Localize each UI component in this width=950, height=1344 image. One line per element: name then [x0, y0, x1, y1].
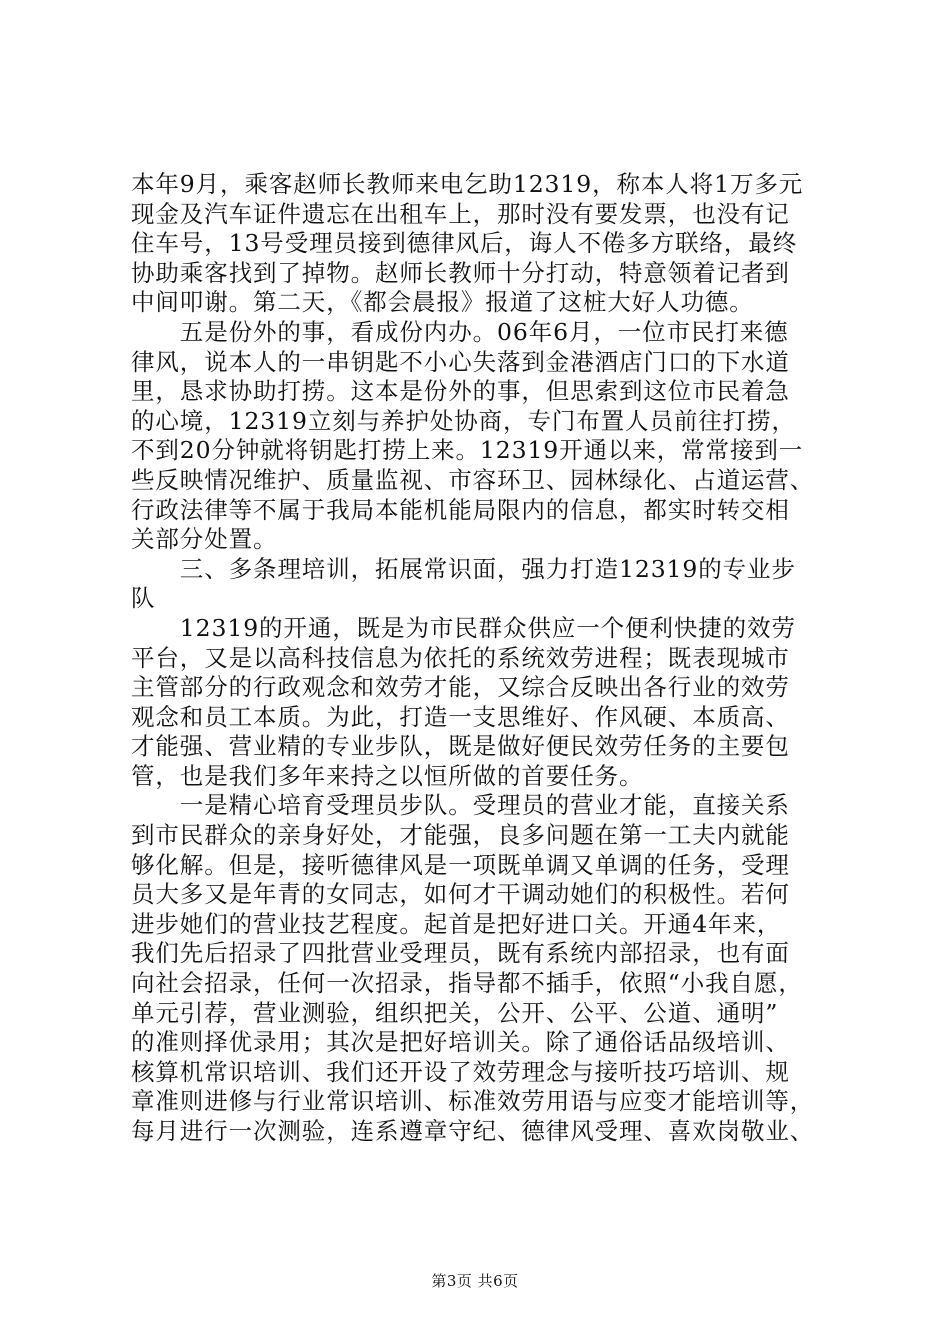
text-line: 现金及汽车证件遗忘在出租车上，那时没有要发票，也没有记	[131, 199, 790, 228]
document-body	[131, 170, 851, 1147]
text-line: 的准则择优录用；其次是把好培训关。除了通俗话品级培训、	[131, 1028, 790, 1057]
text-line: 观念和员工本质。为此，打造一支思维好、作风硬、本质高、	[131, 702, 790, 731]
text-line: 中间叩谢。第二天，《都会晨报》报道了这桩大好人功德。	[131, 288, 754, 317]
text-line: 不到20分钟就将钥匙打捞上来。12319开通以来，常常接到一	[131, 436, 804, 465]
text-line: 些反映情况维护、质量监视、市容环卫、园林绿化、占道运营、	[131, 465, 815, 494]
text-line: 单元引荐，营业测验，组织把关，公开、公平、公道、通明”	[131, 998, 779, 1027]
text-line: 平台，又是以高科技信息为依托的系统效劳进程；既表现城市	[131, 643, 790, 672]
text-line: 进步她们的营业技艺程度。起首是把好进口关。开通4年来，	[131, 909, 782, 938]
text-line: 协助乘客找到了掉物。赵师长教师十分打动，特意领着记者到	[131, 258, 790, 287]
section-heading-line: 三、多条理培训，拓展常识面，强力打造12319的专业步	[131, 554, 796, 583]
text-line: 员大多又是年青的女同志，如何才干调动她们的积极性。若何	[131, 880, 790, 909]
text-line: 够化解。但是，接听德律风是一项既单调又单调的任务，受理	[131, 850, 790, 879]
text-line: 管，也是我们多年来持之以恒所做的首要任务。	[131, 761, 644, 790]
text-line: 关部分处置。	[131, 525, 278, 554]
text-line: 行政法律等不属于我局本能机能局限内的信息，都实时转交相	[131, 495, 790, 524]
text-line: 住车号，13号受理员接到德律风后，诲人不倦多方联络，最终	[131, 229, 798, 258]
text-line: 12319的开通，既是为市民群众供应一个便利快捷的效劳	[131, 613, 796, 642]
page-number-footer: 第3页 共6页	[431, 1272, 519, 1290]
text-line: 一是精心培育受理员步队。受理员的营业才能，直接关系	[131, 791, 790, 820]
text-line: 律风，说本人的一串钥匙不小心失落到金港酒店门口的下水道	[131, 347, 790, 376]
text-line: 到市民群众的亲身好处，才能强，良多问题在第一工夫内就能	[131, 821, 790, 850]
text-line: 主管部分的行政观念和效劳才能，又综合反映出各行业的效劳	[131, 673, 790, 702]
text-line: 的心境，12319立刻与养护处协商，专门布置人员前往打捞，	[131, 406, 796, 435]
text-line: 核算机常识培训、我们还开设了效劳理念与接听技巧培训、规	[131, 1057, 790, 1086]
text-line: 本年9月，乘客赵师长教师来电乞助12319，称本人将1万多元	[131, 170, 804, 198]
text-line: 才能强、营业精的专业步队，既是做好便民效劳任务的主要包	[131, 732, 790, 761]
text-line: 向社会招录，任何一次招录，指导都不插手，依照“小我自愿，	[131, 969, 803, 998]
text-line: 我们先后招录了四批营业受理员，既有系统内部招录，也有面	[131, 939, 790, 968]
section-heading-line: 队	[131, 584, 156, 613]
text-line: 章准则进修与行业常识培训、标准效劳用语与应变才能培训等，	[131, 1087, 815, 1116]
text-line: 里，恳求协助打捞。这本是份外的事，但思索到这位市民着急	[131, 377, 790, 406]
text-line: 每月进行一次测验，连系遵章守纪、德律风受理、喜欢岗敬业、	[131, 1117, 815, 1145]
text-line: 五是份外的事，看成份内办。06年6月，一位市民打来德	[131, 317, 789, 346]
